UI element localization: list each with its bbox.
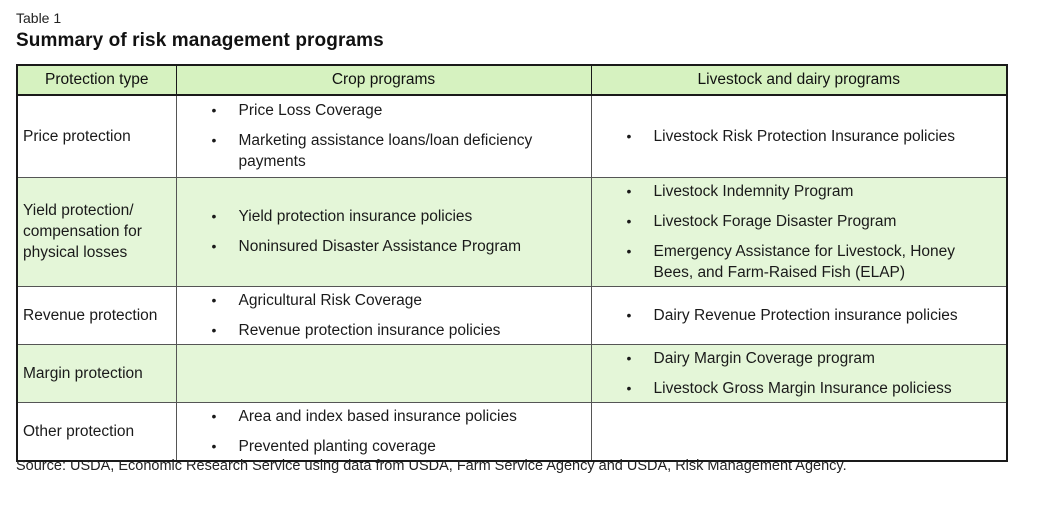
program-list-item <box>592 211 1007 232</box>
livestock-program-list <box>592 181 1007 283</box>
bullet-icon: • <box>626 349 632 366</box>
program-name: Livestock Indemnity Program <box>653 182 854 200</box>
table-label: Table 1 <box>16 10 62 26</box>
table-row <box>17 286 1007 344</box>
program-name: Livestock Risk Protection Insurance policies <box>653 127 956 145</box>
protection-type-cell: Price protection <box>17 95 176 177</box>
program-list-item <box>592 378 1007 399</box>
crop-program-list <box>177 206 591 257</box>
program-name: Yield protection insurance policies <box>238 208 473 225</box>
bullet-icon: • <box>211 291 217 308</box>
program-list-item <box>177 206 591 227</box>
program-name: Marketing assistance loans/loan deficiency payments <box>238 132 533 171</box>
bullet-icon: • <box>626 306 632 323</box>
program-list-item <box>592 126 1007 147</box>
livestock-program-list <box>592 126 1007 147</box>
header-row <box>17 65 1007 95</box>
livestock-programs-cell <box>591 95 1007 177</box>
bullet-icon: • <box>211 208 217 224</box>
livestock-program-list <box>592 305 1007 326</box>
crop-programs-cell <box>176 95 591 177</box>
crop-programs-cell <box>176 344 591 402</box>
livestock-programs-cell <box>591 402 1007 461</box>
bullet-icon: • <box>211 102 217 119</box>
program-list-item <box>592 348 1007 369</box>
program-list-item <box>592 305 1007 326</box>
source-note: Source: USDA, Economic Research Service using data from USDA, Farm Service Agency and USDA, Risk Management Agency. <box>16 458 847 474</box>
program-list-item <box>592 181 1007 202</box>
program-list-item <box>177 130 591 172</box>
bullet-icon: • <box>211 407 217 424</box>
program-name: Revenue protection insurance policies <box>238 321 501 339</box>
header-crop-programs: Crop programs <box>176 65 591 95</box>
protection-type-cell: Margin protection <box>17 344 176 402</box>
bullet-icon: • <box>626 242 632 259</box>
livestock-programs-cell <box>591 344 1007 402</box>
program-list-item <box>177 290 591 311</box>
table-row <box>17 177 1007 286</box>
program-list-item <box>592 241 1007 283</box>
risk-programs-table <box>16 64 1008 462</box>
protection-type-cell: Revenue protection <box>17 286 176 344</box>
table-title: Summary of risk management programs <box>16 30 384 51</box>
header-livestock-programs: Livestock and dairy programs <box>591 65 1007 95</box>
program-name: Noninsured Disaster Assistance Program <box>238 238 522 255</box>
table-row <box>17 95 1007 177</box>
bullet-icon: • <box>626 379 632 396</box>
program-name: Dairy Margin Coverage program <box>653 349 875 367</box>
bullet-icon: • <box>211 132 217 149</box>
crop-program-list <box>177 290 591 341</box>
bullet-icon: • <box>211 437 217 454</box>
crop-program-list <box>177 406 591 457</box>
table-row <box>17 344 1007 402</box>
program-name: Price Loss Coverage <box>238 102 383 120</box>
crop-programs-cell <box>176 402 591 461</box>
program-list-item <box>177 320 591 341</box>
program-name: Emergency Assistance for Livestock, Honey Bees, and Farm-Raised Fish (ELAP) <box>653 242 956 281</box>
crop-programs-cell <box>176 286 591 344</box>
bullet-icon: • <box>626 182 632 199</box>
program-name: Dairy Revenue Protection insurance policies <box>653 306 958 324</box>
crop-program-list <box>177 100 591 172</box>
program-name: Prevented planting coverage <box>238 437 436 455</box>
livestock-program-list <box>592 348 1007 399</box>
protection-type-cell: Other protection <box>17 402 176 461</box>
program-list-item <box>177 236 591 257</box>
protection-type-cell: Yield protection/ compensation for physical losses <box>17 177 176 286</box>
crop-programs-cell <box>176 177 591 286</box>
bullet-icon: • <box>211 238 217 254</box>
header-protection-type: Protection type <box>17 65 176 95</box>
bullet-icon: • <box>626 127 632 144</box>
program-name: Livestock Forage Disaster Program <box>653 212 897 230</box>
bullet-icon: • <box>211 321 217 338</box>
livestock-programs-cell <box>591 286 1007 344</box>
program-name: Area and index based insurance policies <box>238 407 517 425</box>
program-name: Livestock Gross Margin Insurance policiess <box>653 379 952 397</box>
program-list-item <box>177 100 591 121</box>
table-row <box>17 402 1007 461</box>
program-name: Agricultural Risk Coverage <box>238 291 422 309</box>
bullet-icon: • <box>626 212 632 229</box>
program-list-item <box>177 406 591 427</box>
program-list-item <box>177 436 591 457</box>
livestock-programs-cell <box>591 177 1007 286</box>
